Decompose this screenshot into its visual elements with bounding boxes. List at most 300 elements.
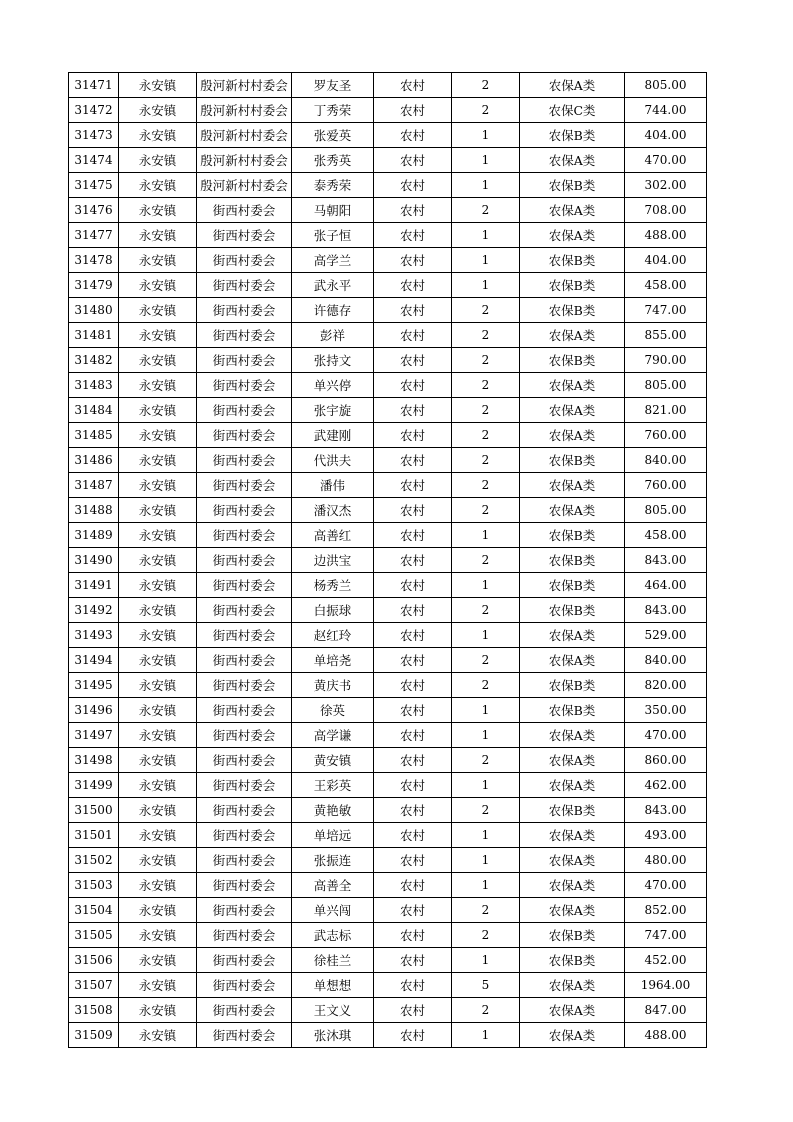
table-row [69, 648, 707, 673]
category-cell: 农保A类 [520, 473, 625, 498]
household-type-cell: 农村 [374, 648, 452, 673]
household-type-cell: 农村 [374, 248, 452, 273]
town-cell: 永安镇 [119, 698, 197, 723]
amount-cell: 805.00 [625, 373, 707, 398]
village-committee-cell: 街西村委会 [197, 873, 292, 898]
serial-number-cell: 31486 [69, 448, 119, 473]
town-cell: 永安镇 [119, 198, 197, 223]
household-type-cell: 农村 [374, 773, 452, 798]
member-count-cell: 2 [452, 198, 520, 223]
serial-number-cell: 31480 [69, 298, 119, 323]
village-committee-cell: 街西村委会 [197, 673, 292, 698]
table-row [69, 323, 707, 348]
name-cell: 高善红 [292, 523, 374, 548]
town-cell: 永安镇 [119, 773, 197, 798]
member-count-cell: 1 [452, 948, 520, 973]
amount-cell: 488.00 [625, 1023, 707, 1048]
household-type-cell: 农村 [374, 348, 452, 373]
category-cell: 农保A类 [520, 898, 625, 923]
name-cell: 黄安镇 [292, 748, 374, 773]
household-type-cell: 农村 [374, 873, 452, 898]
name-cell: 王文义 [292, 998, 374, 1023]
village-committee-cell: 街西村委会 [197, 698, 292, 723]
household-type-cell: 农村 [374, 273, 452, 298]
member-count-cell: 1 [452, 273, 520, 298]
household-type-cell: 农村 [374, 473, 452, 498]
name-cell: 许德存 [292, 298, 374, 323]
category-cell: 农保A类 [520, 423, 625, 448]
household-type-cell: 农村 [374, 998, 452, 1023]
name-cell: 单培远 [292, 823, 374, 848]
village-committee-cell: 街西村委会 [197, 648, 292, 673]
name-cell: 张沐琪 [292, 1023, 374, 1048]
village-committee-cell: 街西村委会 [197, 523, 292, 548]
name-cell: 单兴停 [292, 373, 374, 398]
member-count-cell: 5 [452, 973, 520, 998]
village-committee-cell: 殷河新村村委会 [197, 73, 292, 98]
household-type-cell: 农村 [374, 398, 452, 423]
town-cell: 永安镇 [119, 823, 197, 848]
amount-cell: 760.00 [625, 423, 707, 448]
category-cell: 农保A类 [520, 848, 625, 873]
village-committee-cell: 街西村委会 [197, 973, 292, 998]
town-cell: 永安镇 [119, 223, 197, 248]
name-cell: 张爱英 [292, 123, 374, 148]
category-cell: 农保A类 [520, 223, 625, 248]
table-row [69, 623, 707, 648]
household-type-cell: 农村 [374, 898, 452, 923]
table-row [69, 1023, 707, 1048]
table-row [69, 423, 707, 448]
relief-roster-table [68, 72, 707, 1048]
table-row [69, 223, 707, 248]
category-cell: 农保B类 [520, 348, 625, 373]
village-committee-cell: 街西村委会 [197, 373, 292, 398]
village-committee-cell: 街西村委会 [197, 798, 292, 823]
name-cell: 高学谦 [292, 723, 374, 748]
village-committee-cell: 街西村委会 [197, 998, 292, 1023]
category-cell: 农保B类 [520, 248, 625, 273]
town-cell: 永安镇 [119, 498, 197, 523]
town-cell: 永安镇 [119, 898, 197, 923]
member-count-cell: 2 [452, 898, 520, 923]
town-cell: 永安镇 [119, 373, 197, 398]
member-count-cell: 1 [452, 573, 520, 598]
member-count-cell: 1 [452, 123, 520, 148]
town-cell: 永安镇 [119, 623, 197, 648]
serial-number-cell: 31493 [69, 623, 119, 648]
table-row [69, 823, 707, 848]
amount-cell: 840.00 [625, 648, 707, 673]
village-committee-cell: 街西村委会 [197, 548, 292, 573]
table-row [69, 98, 707, 123]
amount-cell: 350.00 [625, 698, 707, 723]
amount-cell: 458.00 [625, 523, 707, 548]
name-cell: 武志标 [292, 923, 374, 948]
name-cell: 徐英 [292, 698, 374, 723]
household-type-cell: 农村 [374, 623, 452, 648]
town-cell: 永安镇 [119, 448, 197, 473]
amount-cell: 747.00 [625, 298, 707, 323]
household-type-cell: 农村 [374, 573, 452, 598]
amount-cell: 847.00 [625, 998, 707, 1023]
town-cell: 永安镇 [119, 1023, 197, 1048]
village-committee-cell: 街西村委会 [197, 848, 292, 873]
table-row [69, 798, 707, 823]
town-cell: 永安镇 [119, 598, 197, 623]
amount-cell: 470.00 [625, 723, 707, 748]
table-row [69, 373, 707, 398]
member-count-cell: 2 [452, 673, 520, 698]
village-committee-cell: 街西村委会 [197, 198, 292, 223]
village-committee-cell: 街西村委会 [197, 398, 292, 423]
village-committee-cell: 街西村委会 [197, 723, 292, 748]
village-committee-cell: 街西村委会 [197, 498, 292, 523]
category-cell: 农保B类 [520, 948, 625, 973]
town-cell: 永安镇 [119, 848, 197, 873]
member-count-cell: 2 [452, 748, 520, 773]
amount-cell: 708.00 [625, 198, 707, 223]
table-row [69, 698, 707, 723]
name-cell: 单兴闯 [292, 898, 374, 923]
household-type-cell: 农村 [374, 673, 452, 698]
serial-number-cell: 31488 [69, 498, 119, 523]
category-cell: 农保B类 [520, 598, 625, 623]
village-committee-cell: 街西村委会 [197, 748, 292, 773]
member-count-cell: 2 [452, 98, 520, 123]
town-cell: 永安镇 [119, 923, 197, 948]
name-cell: 武永平 [292, 273, 374, 298]
member-count-cell: 1 [452, 248, 520, 273]
serial-number-cell: 31492 [69, 598, 119, 623]
amount-cell: 805.00 [625, 73, 707, 98]
name-cell: 潘汉杰 [292, 498, 374, 523]
name-cell: 潘伟 [292, 473, 374, 498]
amount-cell: 302.00 [625, 173, 707, 198]
category-cell: 农保A类 [520, 148, 625, 173]
town-cell: 永安镇 [119, 648, 197, 673]
table-row [69, 523, 707, 548]
amount-cell: 790.00 [625, 348, 707, 373]
serial-number-cell: 31497 [69, 723, 119, 748]
member-count-cell: 1 [452, 873, 520, 898]
serial-number-cell: 31506 [69, 948, 119, 973]
amount-cell: 480.00 [625, 848, 707, 873]
town-cell: 永安镇 [119, 148, 197, 173]
serial-number-cell: 31485 [69, 423, 119, 448]
amount-cell: 820.00 [625, 673, 707, 698]
village-committee-cell: 街西村委会 [197, 623, 292, 648]
member-count-cell: 2 [452, 323, 520, 348]
town-cell: 永安镇 [119, 973, 197, 998]
name-cell: 张持文 [292, 348, 374, 373]
table-row [69, 498, 707, 523]
member-count-cell: 2 [452, 423, 520, 448]
category-cell: 农保B类 [520, 173, 625, 198]
serial-number-cell: 31481 [69, 323, 119, 348]
village-committee-cell: 街西村委会 [197, 473, 292, 498]
name-cell: 张宇旋 [292, 398, 374, 423]
serial-number-cell: 31482 [69, 348, 119, 373]
town-cell: 永安镇 [119, 523, 197, 548]
name-cell: 杨秀兰 [292, 573, 374, 598]
household-type-cell: 农村 [374, 798, 452, 823]
category-cell: 农保A类 [520, 773, 625, 798]
town-cell: 永安镇 [119, 398, 197, 423]
amount-cell: 843.00 [625, 598, 707, 623]
name-cell: 张子恒 [292, 223, 374, 248]
amount-cell: 404.00 [625, 123, 707, 148]
household-type-cell: 农村 [374, 498, 452, 523]
amount-cell: 860.00 [625, 748, 707, 773]
household-type-cell: 农村 [374, 73, 452, 98]
amount-cell: 760.00 [625, 473, 707, 498]
serial-number-cell: 31495 [69, 673, 119, 698]
village-committee-cell: 街西村委会 [197, 223, 292, 248]
name-cell: 单想想 [292, 973, 374, 998]
serial-number-cell: 31494 [69, 648, 119, 673]
table-row [69, 998, 707, 1023]
category-cell: 农保A类 [520, 823, 625, 848]
table-row [69, 548, 707, 573]
household-type-cell: 农村 [374, 1023, 452, 1048]
table-body [69, 73, 707, 1048]
table-row [69, 848, 707, 873]
category-cell: 农保B类 [520, 673, 625, 698]
member-count-cell: 2 [452, 348, 520, 373]
table-row [69, 598, 707, 623]
category-cell: 农保A类 [520, 398, 625, 423]
amount-cell: 488.00 [625, 223, 707, 248]
village-committee-cell: 街西村委会 [197, 348, 292, 373]
serial-number-cell: 31509 [69, 1023, 119, 1048]
household-type-cell: 农村 [374, 173, 452, 198]
town-cell: 永安镇 [119, 998, 197, 1023]
member-count-cell: 1 [452, 723, 520, 748]
serial-number-cell: 31477 [69, 223, 119, 248]
serial-number-cell: 31504 [69, 898, 119, 923]
serial-number-cell: 31474 [69, 148, 119, 173]
table-row [69, 248, 707, 273]
serial-number-cell: 31489 [69, 523, 119, 548]
serial-number-cell: 31483 [69, 373, 119, 398]
amount-cell: 747.00 [625, 923, 707, 948]
table-row [69, 748, 707, 773]
member-count-cell: 2 [452, 473, 520, 498]
table-row [69, 73, 707, 98]
category-cell: 农保B类 [520, 123, 625, 148]
town-cell: 永安镇 [119, 673, 197, 698]
town-cell: 永安镇 [119, 748, 197, 773]
table-row [69, 148, 707, 173]
serial-number-cell: 31476 [69, 198, 119, 223]
town-cell: 永安镇 [119, 873, 197, 898]
table-row [69, 298, 707, 323]
town-cell: 永安镇 [119, 798, 197, 823]
category-cell: 农保B类 [520, 273, 625, 298]
amount-cell: 744.00 [625, 98, 707, 123]
village-committee-cell: 街西村委会 [197, 273, 292, 298]
category-cell: 农保A类 [520, 723, 625, 748]
table-row [69, 873, 707, 898]
table-row [69, 923, 707, 948]
category-cell: 农保B类 [520, 448, 625, 473]
serial-number-cell: 31508 [69, 998, 119, 1023]
member-count-cell: 1 [452, 223, 520, 248]
village-committee-cell: 街西村委会 [197, 248, 292, 273]
member-count-cell: 2 [452, 398, 520, 423]
town-cell: 永安镇 [119, 273, 197, 298]
name-cell: 彭祥 [292, 323, 374, 348]
category-cell: 农保B类 [520, 548, 625, 573]
village-committee-cell: 街西村委会 [197, 323, 292, 348]
table-row [69, 398, 707, 423]
amount-cell: 458.00 [625, 273, 707, 298]
household-type-cell: 农村 [374, 848, 452, 873]
table-row [69, 898, 707, 923]
household-type-cell: 农村 [374, 98, 452, 123]
household-type-cell: 农村 [374, 973, 452, 998]
category-cell: 农保B类 [520, 573, 625, 598]
name-cell: 边洪宝 [292, 548, 374, 573]
serial-number-cell: 31505 [69, 923, 119, 948]
member-count-cell: 1 [452, 523, 520, 548]
village-committee-cell: 街西村委会 [197, 573, 292, 598]
household-type-cell: 农村 [374, 223, 452, 248]
name-cell: 单培尧 [292, 648, 374, 673]
village-committee-cell: 街西村委会 [197, 773, 292, 798]
table-row [69, 198, 707, 223]
amount-cell: 470.00 [625, 873, 707, 898]
category-cell: 农保C类 [520, 98, 625, 123]
category-cell: 农保A类 [520, 998, 625, 1023]
serial-number-cell: 31498 [69, 748, 119, 773]
table-row [69, 473, 707, 498]
name-cell: 高善全 [292, 873, 374, 898]
serial-number-cell: 31487 [69, 473, 119, 498]
village-committee-cell: 殷河新村村委会 [197, 123, 292, 148]
amount-cell: 855.00 [625, 323, 707, 348]
name-cell: 王彩英 [292, 773, 374, 798]
household-type-cell: 农村 [374, 548, 452, 573]
member-count-cell: 1 [452, 623, 520, 648]
village-committee-cell: 殷河新村村委会 [197, 98, 292, 123]
village-committee-cell: 街西村委会 [197, 423, 292, 448]
table-row [69, 173, 707, 198]
amount-cell: 462.00 [625, 773, 707, 798]
member-count-cell: 2 [452, 923, 520, 948]
amount-cell: 805.00 [625, 498, 707, 523]
member-count-cell: 1 [452, 148, 520, 173]
household-type-cell: 农村 [374, 448, 452, 473]
member-count-cell: 2 [452, 648, 520, 673]
household-type-cell: 农村 [374, 823, 452, 848]
table-row [69, 673, 707, 698]
household-type-cell: 农村 [374, 198, 452, 223]
category-cell: 农保A类 [520, 373, 625, 398]
serial-number-cell: 31491 [69, 573, 119, 598]
village-committee-cell: 街西村委会 [197, 823, 292, 848]
name-cell: 罗友圣 [292, 73, 374, 98]
household-type-cell: 农村 [374, 298, 452, 323]
serial-number-cell: 31484 [69, 398, 119, 423]
town-cell: 永安镇 [119, 423, 197, 448]
serial-number-cell: 31503 [69, 873, 119, 898]
amount-cell: 840.00 [625, 448, 707, 473]
town-cell: 永安镇 [119, 298, 197, 323]
amount-cell: 843.00 [625, 548, 707, 573]
category-cell: 农保A类 [520, 973, 625, 998]
village-committee-cell: 街西村委会 [197, 598, 292, 623]
category-cell: 农保B类 [520, 298, 625, 323]
member-count-cell: 1 [452, 173, 520, 198]
village-committee-cell: 街西村委会 [197, 898, 292, 923]
household-type-cell: 农村 [374, 373, 452, 398]
village-committee-cell: 街西村委会 [197, 298, 292, 323]
serial-number-cell: 31478 [69, 248, 119, 273]
table-row [69, 273, 707, 298]
village-committee-cell: 街西村委会 [197, 1023, 292, 1048]
member-count-cell: 1 [452, 1023, 520, 1048]
town-cell: 永安镇 [119, 98, 197, 123]
amount-cell: 404.00 [625, 248, 707, 273]
table-row [69, 123, 707, 148]
amount-cell: 1964.00 [625, 973, 707, 998]
name-cell: 赵红玲 [292, 623, 374, 648]
name-cell: 丁秀荣 [292, 98, 374, 123]
category-cell: 农保A类 [520, 498, 625, 523]
village-committee-cell: 街西村委会 [197, 923, 292, 948]
serial-number-cell: 31490 [69, 548, 119, 573]
name-cell: 高学兰 [292, 248, 374, 273]
name-cell: 张秀英 [292, 148, 374, 173]
village-committee-cell: 殷河新村村委会 [197, 173, 292, 198]
category-cell: 农保A类 [520, 1023, 625, 1048]
town-cell: 永安镇 [119, 173, 197, 198]
household-type-cell: 农村 [374, 698, 452, 723]
category-cell: 农保A类 [520, 73, 625, 98]
serial-number-cell: 31500 [69, 798, 119, 823]
town-cell: 永安镇 [119, 323, 197, 348]
town-cell: 永安镇 [119, 723, 197, 748]
household-type-cell: 农村 [374, 323, 452, 348]
member-count-cell: 2 [452, 73, 520, 98]
amount-cell: 493.00 [625, 823, 707, 848]
table-row [69, 573, 707, 598]
category-cell: 农保A类 [520, 748, 625, 773]
serial-number-cell: 31507 [69, 973, 119, 998]
household-type-cell: 农村 [374, 723, 452, 748]
village-committee-cell: 街西村委会 [197, 448, 292, 473]
category-cell: 农保A类 [520, 873, 625, 898]
serial-number-cell: 31502 [69, 848, 119, 873]
category-cell: 农保B类 [520, 798, 625, 823]
serial-number-cell: 31475 [69, 173, 119, 198]
amount-cell: 852.00 [625, 898, 707, 923]
name-cell: 武建刚 [292, 423, 374, 448]
amount-cell: 821.00 [625, 398, 707, 423]
member-count-cell: 2 [452, 598, 520, 623]
name-cell: 马朝阳 [292, 198, 374, 223]
member-count-cell: 2 [452, 298, 520, 323]
name-cell: 白振球 [292, 598, 374, 623]
category-cell: 农保A类 [520, 198, 625, 223]
household-type-cell: 农村 [374, 598, 452, 623]
household-type-cell: 农村 [374, 923, 452, 948]
name-cell: 代洪夫 [292, 448, 374, 473]
name-cell: 黄艳敏 [292, 798, 374, 823]
table-row [69, 948, 707, 973]
